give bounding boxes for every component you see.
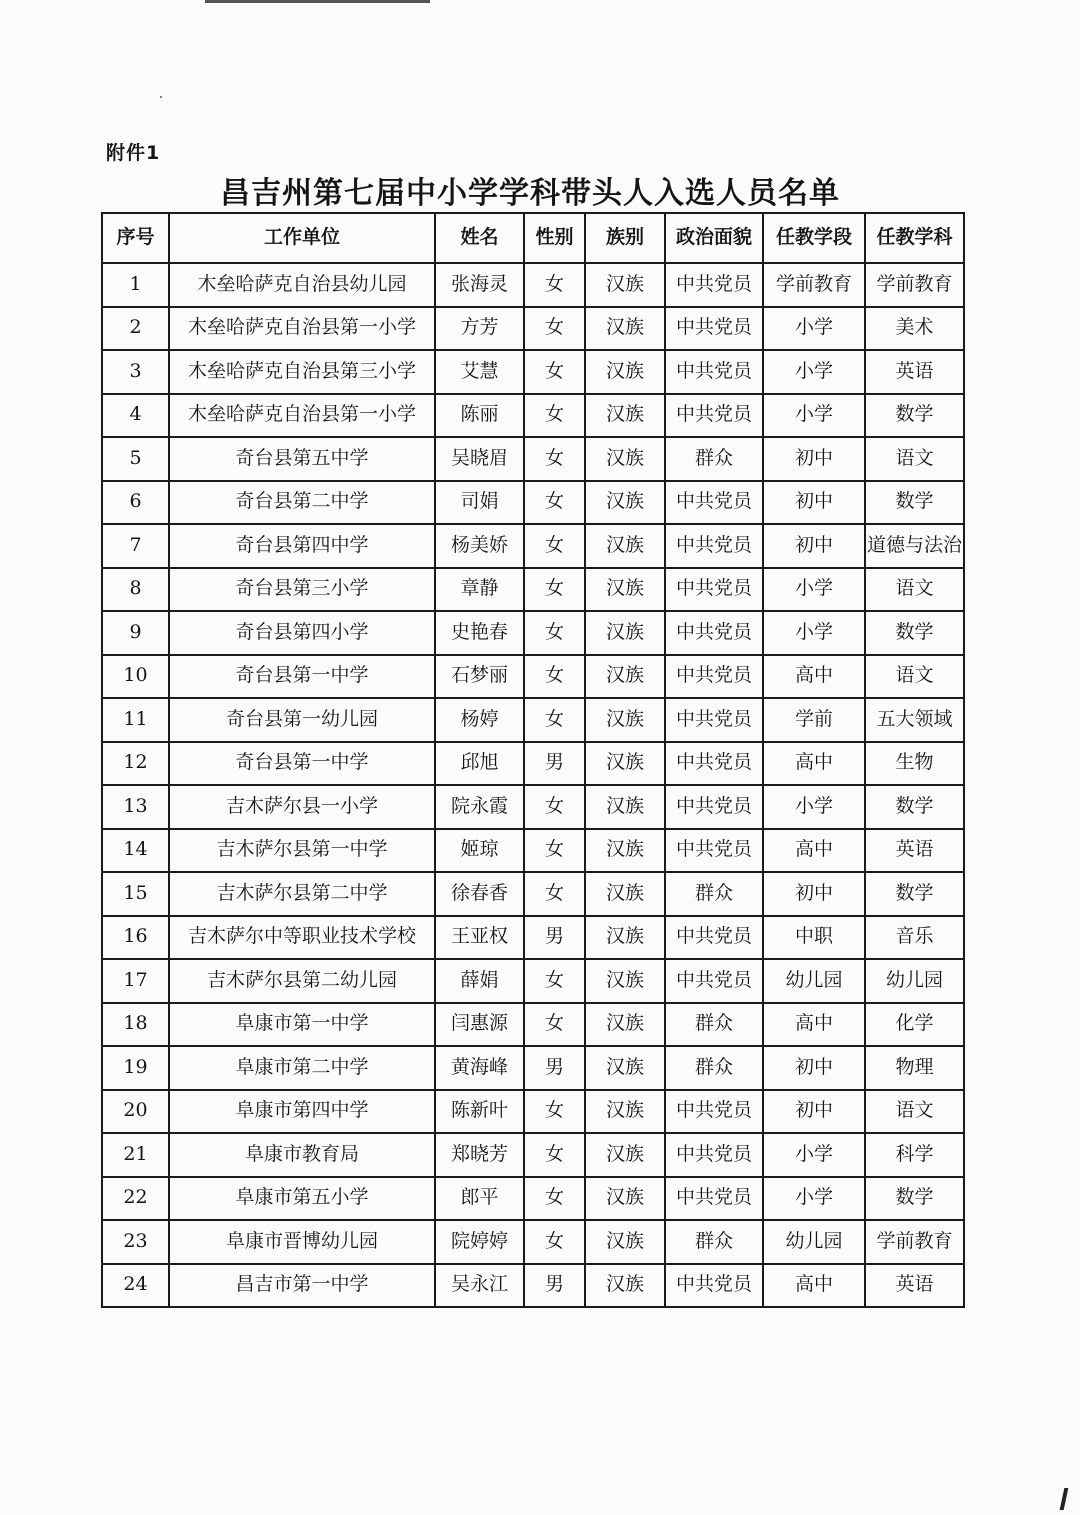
- cell-teaching-subject: 音乐: [865, 916, 964, 960]
- cell-unit: 奇台县第四中学: [169, 524, 435, 568]
- cell-index: 13: [102, 785, 169, 829]
- cell-political-status: 群众: [665, 1003, 763, 1047]
- cell-teaching-subject: 数学: [865, 611, 964, 655]
- cell-name: 王亚权: [435, 916, 524, 960]
- cell-unit: 阜康市第四中学: [169, 1090, 435, 1134]
- cell-name: 吴晓眉: [435, 437, 524, 481]
- cell-index: 15: [102, 872, 169, 916]
- cell-political-status: 中共党员: [665, 655, 763, 699]
- cell-ethnicity: 汉族: [585, 394, 665, 438]
- cell-teaching-subject: 五大领域: [865, 698, 964, 742]
- cell-gender: 女: [524, 698, 585, 742]
- cell-unit: 吉木萨尔县第一中学: [169, 829, 435, 873]
- cell-gender: 女: [524, 481, 585, 525]
- scan-edge-mark-right: [1060, 1488, 1069, 1510]
- cell-index: 2: [102, 307, 169, 351]
- cell-index: 17: [102, 959, 169, 1003]
- cell-teaching-stage: 小学: [763, 1133, 865, 1177]
- cell-ethnicity: 汉族: [585, 1003, 665, 1047]
- col-header-political-status: 政治面貌: [665, 213, 763, 263]
- table-row: [102, 1264, 964, 1308]
- cell-teaching-stage: 初中: [763, 437, 865, 481]
- cell-ethnicity: 汉族: [585, 263, 665, 307]
- cell-index: 12: [102, 742, 169, 786]
- cell-index: 23: [102, 1220, 169, 1264]
- cell-teaching-stage: 初中: [763, 1090, 865, 1134]
- cell-unit: 吉木萨尔中等职业技术学校: [169, 916, 435, 960]
- cell-gender: 男: [524, 916, 585, 960]
- col-header-teaching-stage: 任教学段: [763, 213, 865, 263]
- cell-unit: 奇台县第一中学: [169, 742, 435, 786]
- cell-index: 9: [102, 611, 169, 655]
- cell-teaching-stage: 小学: [763, 307, 865, 351]
- cell-political-status: 中共党员: [665, 524, 763, 568]
- cell-political-status: 中共党员: [665, 742, 763, 786]
- cell-political-status: 群众: [665, 872, 763, 916]
- cell-teaching-stage: 高中: [763, 1003, 865, 1047]
- cell-index: 1: [102, 263, 169, 307]
- cell-political-status: 中共党员: [665, 1264, 763, 1308]
- cell-teaching-stage: 幼儿园: [763, 959, 865, 1003]
- cell-gender: 女: [524, 1003, 585, 1047]
- cell-index: 14: [102, 829, 169, 873]
- cell-gender: 女: [524, 568, 585, 612]
- table-row: [102, 437, 964, 481]
- cell-ethnicity: 汉族: [585, 698, 665, 742]
- cell-gender: 女: [524, 524, 585, 568]
- cell-unit: 奇台县第二中学: [169, 481, 435, 525]
- cell-political-status: 中共党员: [665, 829, 763, 873]
- cell-teaching-subject: 语文: [865, 1090, 964, 1134]
- cell-name: 郑晓芳: [435, 1133, 524, 1177]
- cell-teaching-stage: 小学: [763, 350, 865, 394]
- cell-unit: 昌吉市第一中学: [169, 1264, 435, 1308]
- col-header-gender: 性别: [524, 213, 585, 263]
- cell-teaching-stage: 小学: [763, 394, 865, 438]
- cell-teaching-stage: 幼儿园: [763, 1220, 865, 1264]
- attachment-label: 附件1: [106, 142, 161, 164]
- cell-unit: 吉木萨尔县第二幼儿园: [169, 959, 435, 1003]
- cell-unit: 阜康市第五小学: [169, 1177, 435, 1221]
- cell-gender: 女: [524, 263, 585, 307]
- cell-name: 院婷婷: [435, 1220, 524, 1264]
- cell-gender: 女: [524, 655, 585, 699]
- cell-teaching-subject: 数学: [865, 394, 964, 438]
- cell-ethnicity: 汉族: [585, 1177, 665, 1221]
- table-row: [102, 916, 964, 960]
- cell-ethnicity: 汉族: [585, 655, 665, 699]
- cell-gender: 女: [524, 1090, 585, 1134]
- cell-teaching-subject: 生物: [865, 742, 964, 786]
- cell-political-status: 中共党员: [665, 916, 763, 960]
- scan-edge-mark: [205, 0, 430, 3]
- cell-name: 闫惠源: [435, 1003, 524, 1047]
- cell-teaching-subject: 道德与法治: [865, 524, 964, 568]
- table-row: [102, 263, 964, 307]
- cell-name: 杨美娇: [435, 524, 524, 568]
- cell-index: 6: [102, 481, 169, 525]
- cell-name: 黄海峰: [435, 1046, 524, 1090]
- cell-ethnicity: 汉族: [585, 1220, 665, 1264]
- table-row: [102, 524, 964, 568]
- cell-teaching-stage: 中职: [763, 916, 865, 960]
- cell-teaching-subject: 数学: [865, 785, 964, 829]
- cell-ethnicity: 汉族: [585, 916, 665, 960]
- cell-teaching-stage: 初中: [763, 524, 865, 568]
- cell-ethnicity: 汉族: [585, 1090, 665, 1134]
- cell-name: 邱旭: [435, 742, 524, 786]
- table-row: [102, 829, 964, 873]
- cell-teaching-subject: 物理: [865, 1046, 964, 1090]
- cell-teaching-stage: 学前: [763, 698, 865, 742]
- cell-unit: 木垒哈萨克自治县第一小学: [169, 394, 435, 438]
- cell-political-status: 中共党员: [665, 568, 763, 612]
- cell-name: 艾慧: [435, 350, 524, 394]
- cell-unit: 奇台县第四小学: [169, 611, 435, 655]
- cell-unit: 阜康市晋博幼儿园: [169, 1220, 435, 1264]
- cell-political-status: 中共党员: [665, 263, 763, 307]
- table-row: [102, 1090, 964, 1134]
- cell-gender: 女: [524, 1177, 585, 1221]
- cell-index: 16: [102, 916, 169, 960]
- table-row: [102, 350, 964, 394]
- cell-gender: 女: [524, 1133, 585, 1177]
- cell-gender: 女: [524, 959, 585, 1003]
- cell-unit: 奇台县第一幼儿园: [169, 698, 435, 742]
- col-header-index: 序号: [102, 213, 169, 263]
- cell-index: 24: [102, 1264, 169, 1308]
- cell-unit: 阜康市第二中学: [169, 1046, 435, 1090]
- table-row: [102, 1133, 964, 1177]
- cell-political-status: 中共党员: [665, 1090, 763, 1134]
- cell-ethnicity: 汉族: [585, 1264, 665, 1308]
- cell-ethnicity: 汉族: [585, 307, 665, 351]
- cell-ethnicity: 汉族: [585, 437, 665, 481]
- cell-teaching-stage: 初中: [763, 1046, 865, 1090]
- cell-name: 司娟: [435, 481, 524, 525]
- cell-political-status: 群众: [665, 1046, 763, 1090]
- cell-ethnicity: 汉族: [585, 785, 665, 829]
- cell-index: 21: [102, 1133, 169, 1177]
- cell-political-status: 中共党员: [665, 785, 763, 829]
- cell-gender: 女: [524, 307, 585, 351]
- cell-political-status: 群众: [665, 437, 763, 481]
- cell-ethnicity: 汉族: [585, 481, 665, 525]
- table-row: [102, 872, 964, 916]
- cell-gender: 女: [524, 1220, 585, 1264]
- cell-teaching-stage: 高中: [763, 655, 865, 699]
- cell-political-status: 中共党员: [665, 611, 763, 655]
- cell-index: 18: [102, 1003, 169, 1047]
- cell-teaching-stage: 小学: [763, 611, 865, 655]
- cell-teaching-subject: 语文: [865, 655, 964, 699]
- cell-name: 陈新叶: [435, 1090, 524, 1134]
- cell-index: 20: [102, 1090, 169, 1134]
- cell-teaching-stage: 初中: [763, 872, 865, 916]
- cell-teaching-stage: 小学: [763, 568, 865, 612]
- cell-index: 22: [102, 1177, 169, 1221]
- cell-name: 郎平: [435, 1177, 524, 1221]
- cell-ethnicity: 汉族: [585, 829, 665, 873]
- cell-political-status: 中共党员: [665, 959, 763, 1003]
- cell-teaching-subject: 美术: [865, 307, 964, 351]
- roster-table: [101, 212, 965, 1308]
- cell-teaching-subject: 学前教育: [865, 263, 964, 307]
- cell-unit: 吉木萨尔县第二中学: [169, 872, 435, 916]
- scan-speck: [160, 96, 162, 98]
- cell-ethnicity: 汉族: [585, 611, 665, 655]
- table-row: [102, 568, 964, 612]
- cell-teaching-stage: 学前教育: [763, 263, 865, 307]
- cell-gender: 女: [524, 611, 585, 655]
- cell-gender: 男: [524, 1264, 585, 1308]
- cell-gender: 女: [524, 829, 585, 873]
- table-row: [102, 1220, 964, 1264]
- cell-gender: 男: [524, 742, 585, 786]
- cell-teaching-subject: 化学: [865, 1003, 964, 1047]
- cell-unit: 木垒哈萨克自治县幼儿园: [169, 263, 435, 307]
- table-row: [102, 742, 964, 786]
- cell-teaching-stage: 高中: [763, 829, 865, 873]
- cell-teaching-subject: 语文: [865, 568, 964, 612]
- cell-teaching-subject: 数学: [865, 1177, 964, 1221]
- cell-unit: 木垒哈萨克自治县第三小学: [169, 350, 435, 394]
- cell-gender: 女: [524, 785, 585, 829]
- cell-teaching-subject: 英语: [865, 829, 964, 873]
- table-row: [102, 1177, 964, 1221]
- cell-ethnicity: 汉族: [585, 568, 665, 612]
- cell-name: 杨婷: [435, 698, 524, 742]
- cell-gender: 男: [524, 1046, 585, 1090]
- page-title: 昌吉州第七届中小学学科带头人入选人员名单: [220, 176, 840, 211]
- cell-political-status: 中共党员: [665, 698, 763, 742]
- cell-ethnicity: 汉族: [585, 350, 665, 394]
- cell-index: 7: [102, 524, 169, 568]
- cell-index: 5: [102, 437, 169, 481]
- cell-unit: 奇台县第五中学: [169, 437, 435, 481]
- cell-teaching-stage: 初中: [763, 481, 865, 525]
- table-header-row: [102, 213, 964, 263]
- cell-teaching-stage: 小学: [763, 785, 865, 829]
- cell-political-status: 群众: [665, 1220, 763, 1264]
- cell-ethnicity: 汉族: [585, 742, 665, 786]
- cell-ethnicity: 汉族: [585, 524, 665, 568]
- cell-political-status: 中共党员: [665, 481, 763, 525]
- cell-unit: 阜康市教育局: [169, 1133, 435, 1177]
- cell-teaching-subject: 幼儿园: [865, 959, 964, 1003]
- cell-ethnicity: 汉族: [585, 1046, 665, 1090]
- cell-ethnicity: 汉族: [585, 959, 665, 1003]
- table-row: [102, 698, 964, 742]
- cell-name: 吴永江: [435, 1264, 524, 1308]
- cell-ethnicity: 汉族: [585, 872, 665, 916]
- cell-teaching-subject: 英语: [865, 350, 964, 394]
- table-row: [102, 959, 964, 1003]
- cell-name: 院永霞: [435, 785, 524, 829]
- cell-name: 石梦丽: [435, 655, 524, 699]
- cell-teaching-subject: 数学: [865, 872, 964, 916]
- table-row: [102, 481, 964, 525]
- cell-name: 姬琼: [435, 829, 524, 873]
- cell-unit: 阜康市第一中学: [169, 1003, 435, 1047]
- table-row: [102, 394, 964, 438]
- cell-teaching-subject: 英语: [865, 1264, 964, 1308]
- cell-gender: 女: [524, 350, 585, 394]
- table-row: [102, 1046, 964, 1090]
- cell-political-status: 中共党员: [665, 1133, 763, 1177]
- cell-unit: 吉木萨尔县一小学: [169, 785, 435, 829]
- cell-index: 10: [102, 655, 169, 699]
- cell-teaching-stage: 小学: [763, 1177, 865, 1221]
- cell-index: 4: [102, 394, 169, 438]
- cell-gender: 女: [524, 437, 585, 481]
- table-row: [102, 307, 964, 351]
- cell-name: 史艳春: [435, 611, 524, 655]
- cell-name: 张海灵: [435, 263, 524, 307]
- cell-teaching-stage: 高中: [763, 1264, 865, 1308]
- cell-name: 陈丽: [435, 394, 524, 438]
- cell-teaching-stage: 高中: [763, 742, 865, 786]
- cell-index: 8: [102, 568, 169, 612]
- cell-teaching-subject: 数学: [865, 481, 964, 525]
- cell-political-status: 中共党员: [665, 1177, 763, 1221]
- cell-teaching-subject: 科学: [865, 1133, 964, 1177]
- roster-body: [102, 263, 964, 1307]
- cell-teaching-subject: 语文: [865, 437, 964, 481]
- cell-ethnicity: 汉族: [585, 1133, 665, 1177]
- cell-political-status: 中共党员: [665, 307, 763, 351]
- col-header-name: 姓名: [435, 213, 524, 263]
- col-header-ethnicity: 族别: [585, 213, 665, 263]
- cell-unit: 木垒哈萨克自治县第一小学: [169, 307, 435, 351]
- cell-political-status: 中共党员: [665, 350, 763, 394]
- table-row: [102, 655, 964, 699]
- cell-gender: 女: [524, 394, 585, 438]
- table-row: [102, 611, 964, 655]
- col-header-unit: 工作单位: [169, 213, 435, 263]
- cell-name: 方芳: [435, 307, 524, 351]
- col-header-teaching-subject: 任教学科: [865, 213, 964, 263]
- cell-name: 徐春香: [435, 872, 524, 916]
- cell-political-status: 中共党员: [665, 394, 763, 438]
- cell-unit: 奇台县第三小学: [169, 568, 435, 612]
- table-row: [102, 1003, 964, 1047]
- table-row: [102, 785, 964, 829]
- cell-index: 19: [102, 1046, 169, 1090]
- cell-index: 3: [102, 350, 169, 394]
- cell-teaching-subject: 学前教育: [865, 1220, 964, 1264]
- cell-gender: 女: [524, 872, 585, 916]
- cell-index: 11: [102, 698, 169, 742]
- cell-name: 章静: [435, 568, 524, 612]
- cell-unit: 奇台县第一中学: [169, 655, 435, 699]
- cell-name: 薛娟: [435, 959, 524, 1003]
